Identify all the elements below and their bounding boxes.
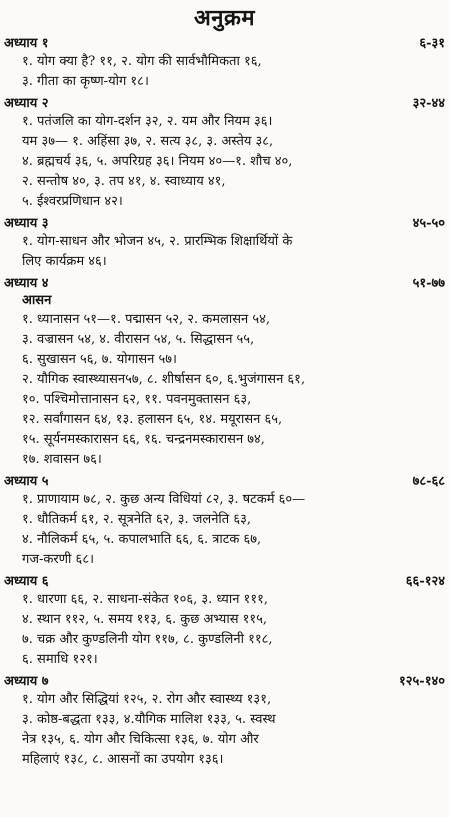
entry-line: महिलाएं १३८, ८. आसनों का उपयोग १३६। <box>22 752 224 767</box>
chapter-heading <box>4 574 445 590</box>
entry-line: ७. चक्र और कुण्डलिनी योग ११७, ८. कुण्डलिनी ११८, <box>22 632 273 647</box>
entry-line: ४. स्थान ११२, ५. समय ११३, ६. कुछ अभ्यास ११५, <box>22 612 268 627</box>
chapter-page-range: ७८-६८ <box>412 474 445 489</box>
chapter-heading <box>4 474 445 490</box>
chapter-block <box>4 674 445 770</box>
entry-line: २. यौगिक स्वास्थ्यासन५७, ८. शीर्षासन ६०, ६.भुजंगासन ६१, <box>22 372 306 387</box>
chapter-label: अध्याय ५ <box>4 474 49 489</box>
entry-line: ६. समाधि १२१। <box>22 652 98 667</box>
entry-line: यम ३७— १. अहिंसा ३७, २. सत्य ३८, ३. अस्तेय ३८, <box>22 134 274 149</box>
chapter-page-range: ४५-५० <box>412 216 445 231</box>
chapter-label: अध्याय ६ <box>4 574 49 589</box>
chapter-entries <box>4 52 445 92</box>
chapter-entries <box>4 490 445 570</box>
chapter-label: अध्याय ४ <box>4 276 49 291</box>
chapter-list <box>4 36 445 770</box>
entry-line: १. योग-साधन और भोजन ४५, २. प्रारम्भिक शिक्षार्थियों के <box>22 234 293 249</box>
chapter-heading <box>4 36 445 52</box>
chapter-block <box>4 96 445 212</box>
entry-line: ५. ईश्वरप्रणिधान ४२। <box>22 194 123 209</box>
chapter-block <box>4 574 445 670</box>
chapter-page-range: ६६-१२४ <box>405 574 445 589</box>
page-title: अनुक्रम <box>193 5 256 31</box>
chapter-block <box>4 36 445 92</box>
entry-line: २. सन्तोष ४०, ३. तप ४१, ४. स्वाध्याय ४१, <box>22 174 226 189</box>
chapter-page-range: ५१-७७ <box>412 276 445 291</box>
chapter-page-range: १२५-१४० <box>399 674 445 689</box>
chapter-heading <box>4 96 445 112</box>
chapter-subheading: आसन <box>22 293 52 308</box>
chapter-heading <box>4 216 445 232</box>
chapter-entries <box>4 310 445 470</box>
entry-line: १५. सूर्यनमस्कारासन ६६, १६. चन्द्रनमस्कारासन ७४, <box>22 432 265 447</box>
chapter-entries <box>4 232 445 272</box>
entry-line: गज-करणी ६८। <box>22 552 95 567</box>
chapter-label: अध्याय ७ <box>4 674 49 689</box>
entry-line: १. धारणा ६६, २. साधना-संकेत १०६, ३. ध्यान १११, <box>22 592 268 607</box>
chapter-page-range: ३२-४४ <box>412 96 445 111</box>
entry-line: १. धौतिकर्म ६१, २. सूत्रनेति ६२, ३. जलनेति ६३, <box>22 512 251 527</box>
entry-line: ४. नौलिकर्म ६५, ५. कपालभाति ६६, ६. त्राटक ६७, <box>22 532 262 547</box>
entry-line: १. योग और सिद्धियां १२५, २. रोग और स्वास्थ्य १३१, <box>22 692 272 707</box>
contents-page <box>0 2 449 817</box>
entry-line: ३. वज्रासन ५४, ४. वीरासन ५४, ५. सिद्धासन ५५, <box>22 332 255 347</box>
entry-line: १. योग क्या है? ११, २. योग की सार्वभौमिकता १६, <box>22 54 262 69</box>
entry-line: ३. कोष्ठ-बद्धता १३३, ४.यौगिक मालिश १३३, ५. स्वस्थ <box>22 712 276 727</box>
entry-line: १. पतंजलि का योग-दर्शन ३२, २. यम और नियम ३६। <box>22 114 273 129</box>
chapter-block <box>4 216 445 272</box>
chapter-label: अध्याय ३ <box>4 216 49 231</box>
chapter-entries <box>4 590 445 670</box>
chapter-heading <box>4 276 445 292</box>
chapter-label: अध्याय १ <box>4 36 49 51</box>
chapter-label: अध्याय २ <box>4 96 49 111</box>
entry-line: १. ध्यानासन ५१—१. पद्मासन ५२, २. कमलासन ५४, <box>22 312 271 327</box>
entry-line: लिए कार्यक्रम ४६। <box>22 254 107 269</box>
entry-line: १२. सर्वांगासन ६४, १३. हलासन ६५, १४. मयूरासन ६५, <box>22 412 283 427</box>
chapter-entries <box>4 690 445 770</box>
entry-line: नेत्र १३५, ६. योग और चिकित्सा १३६, ७. योग और <box>22 732 259 747</box>
entry-line: १०. पश्चिमोत्तानासन ६२, ११. पवनमुक्तासन ६३, <box>22 392 252 407</box>
entry-line: १. प्राणायाम ७८, २. कुछ अन्य विधियां ८२, ३. षटकर्म ६०— <box>22 492 306 507</box>
entry-line: ६. सुखासन ५६, ७. योगासन ५७। <box>22 352 177 367</box>
chapter-heading <box>4 674 445 690</box>
entry-line: ४. ब्रह्मचर्य ३६, ५. अपरिग्रह ३६। नियम ४०—१. शौच ४०, <box>22 154 293 169</box>
chapter-page-range: ६-३१ <box>419 36 445 51</box>
chapter-entries <box>4 112 445 212</box>
entry-line: १७. शवासन ७६। <box>22 452 102 467</box>
chapter-block <box>4 276 445 470</box>
chapter-block <box>4 474 445 570</box>
entry-line: ३. गीता का कृष्ण-योग १८। <box>22 74 149 89</box>
